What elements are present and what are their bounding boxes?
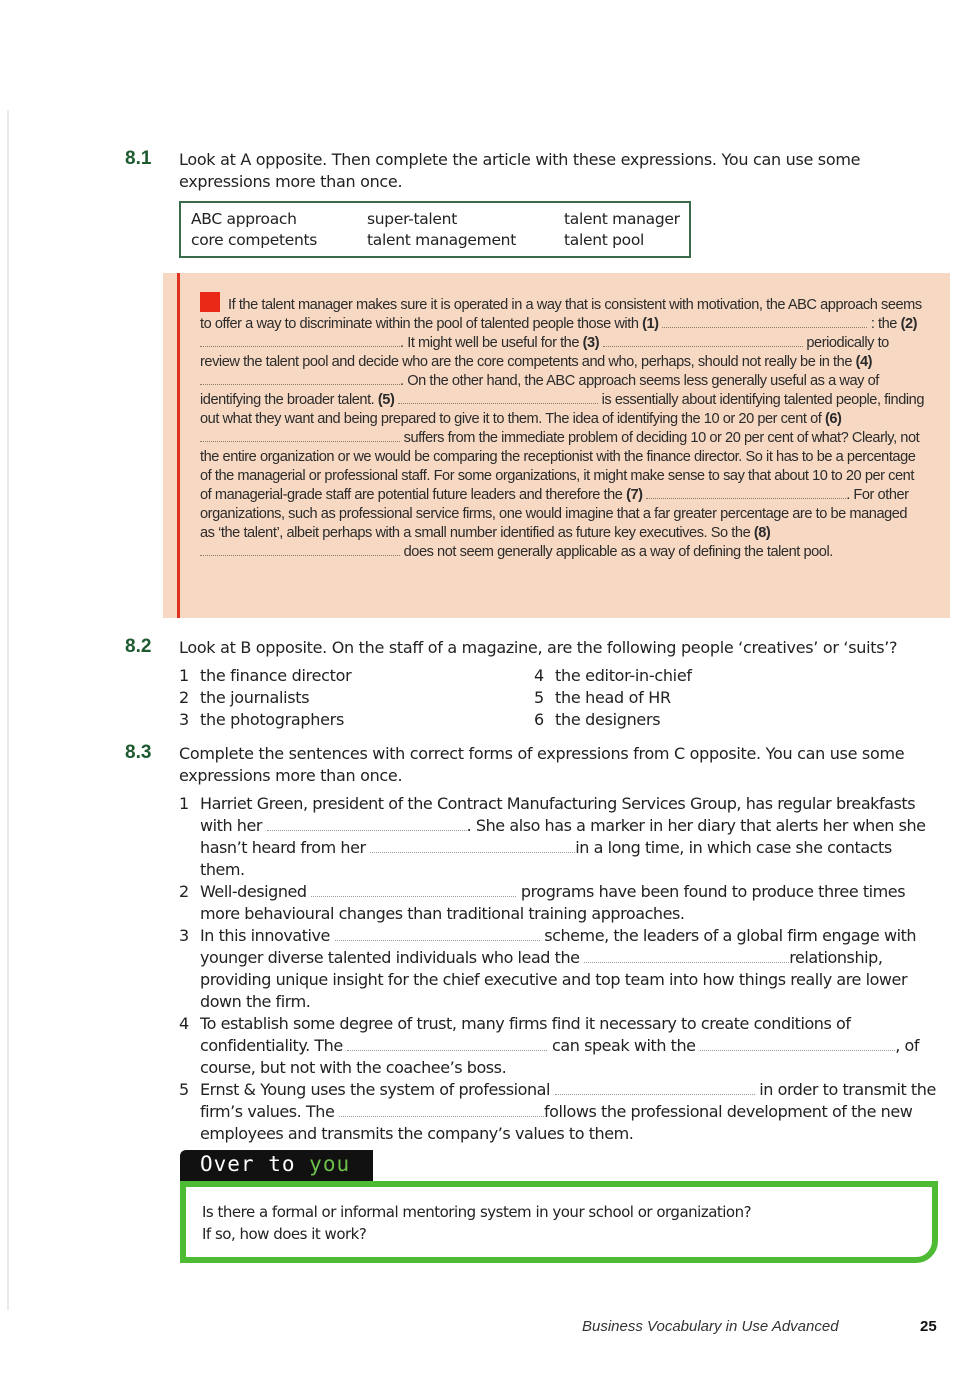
red-square-marker-icon xyxy=(200,292,220,312)
list-item: 2 the journalists xyxy=(179,688,310,707)
sentence-blank[interactable] xyxy=(267,819,467,831)
gap-label-4: (4) xyxy=(855,354,873,370)
sentence-blank[interactable] xyxy=(339,1105,544,1117)
list-item: 3 the photographers xyxy=(179,710,344,729)
word-box-item: talent manager xyxy=(564,210,680,228)
word-box-item: super-talent xyxy=(367,210,457,228)
exercise-8-1-number: 8.1 xyxy=(125,148,152,169)
gap-blank-6[interactable] xyxy=(200,431,400,442)
sentence-item-5: 5 Ernst & Young uses the system of professional in order to transmit the firm’s values. The follows the professional development of the new employees and transmits the company’s values to them. xyxy=(179,1080,936,1143)
gap-blank-1[interactable] xyxy=(662,317,867,328)
exercise-8-3-instruction: Complete the sentences with correct forms of expressions from C opposite. You can use some expressions more than once. xyxy=(179,744,905,785)
word-box-item: ABC approach xyxy=(191,210,297,228)
gap-blank-4[interactable] xyxy=(200,374,400,385)
sentence-blank[interactable] xyxy=(555,1083,755,1095)
sentence-item-4: 4 To establish some degree of trust, many firms find it necessary to create conditions of confidentiality. The can speak with the , of course, but not with the coachee’s boss. xyxy=(179,1014,919,1077)
word-box-item: core competents xyxy=(191,231,318,249)
gap-label-2: (2) xyxy=(900,316,918,332)
page-number: 25 xyxy=(920,1318,937,1335)
over-to-you-title: Over to you xyxy=(200,1152,351,1176)
article-red-rule xyxy=(177,273,180,618)
over-to-you-question: Is there a formal or informal mentoring system in your school or organization? If so, how does it work? xyxy=(202,1203,752,1243)
exercise-8-3-number: 8.3 xyxy=(125,742,152,763)
word-box-item: talent pool xyxy=(564,231,645,249)
gap-blank-5[interactable] xyxy=(398,393,598,404)
expression-word-box xyxy=(179,201,691,258)
sentence-blank[interactable] xyxy=(335,929,540,941)
sentence-blank[interactable] xyxy=(584,951,789,963)
article-text: If the talent manager makes sure it is operated in a way that is consistent with motivation, the ABC approach seems to offer a way to discriminate within the pool of talented people those with (1) : the (2) . It might well be useful for the (3) periodically to review the talent pool and decide who are the core competents and who, perhaps, should not really be in the (4) . On the other hand, the ABC approach seems less generally useful as a way of identifying the broader talent. (5) is essentially about identifying talented people, finding out what they want and being prepared to give it to them. The idea of identifying the 10 or 20 per cent of (6) suffers from the immediate problem of deciding 10 or 20 per cent of what? Clearly, not the entire organization or we would be comparing the receptionist with the finance director. So it has to be a percentage of the managerial or professional staff. For some organizations, it might make sense to say that about 10 to 20 per cent of managerial-grade staff are potential future leaders and therefore the (7) . For other organizations, such as professional service firms, one would imagine that a far greater percentage are to be managed as ‘the talent’, albeit perhaps with a small number identified as future key executives. So the (8) does not seem generally applicable as a way of defining the talent pool. xyxy=(200,292,925,562)
list-item: 4 the editor-in-chief xyxy=(534,666,692,685)
sentence-item-1: 1 Harriet Green, president of the Contract Manufacturing Services Group, has regular breakfasts with her . She also has a marker in her diary that alerts her when she hasn’t heard from her in a long time, in which case she contacts them. xyxy=(179,794,926,879)
list-item: 5 the head of HR xyxy=(534,688,671,707)
sentence-blank[interactable] xyxy=(311,885,516,897)
over-to-you-box xyxy=(180,1181,938,1263)
exercise-8-2-number: 8.2 xyxy=(125,636,152,657)
sentence-item-3: 3 In this innovative scheme, the leaders of a global firm engage with younger diverse talented individuals who lead the relationship, providing unique insight for the chief executive and top team into how things really are lower down the firm. xyxy=(179,926,917,1011)
gap-label-6: (6) xyxy=(824,411,842,427)
gap-blank-2[interactable] xyxy=(200,336,400,347)
exercise-8-1-instruction: Look at A opposite. Then complete the article with these expressions. You can use some expressions more than once. xyxy=(179,150,861,191)
gap-label-3: (3) xyxy=(582,335,600,351)
gap-blank-8[interactable] xyxy=(200,545,400,556)
list-item: 1 the finance director xyxy=(179,666,352,685)
gap-label-7: (7) xyxy=(626,487,643,503)
page-edge-line xyxy=(7,110,9,1310)
gap-blank-7[interactable] xyxy=(646,488,846,499)
sentence-blank[interactable] xyxy=(700,1039,895,1051)
gap-blank-3[interactable] xyxy=(603,336,803,347)
sentence-blank[interactable] xyxy=(370,841,575,853)
exercise-8-2-list xyxy=(179,665,879,731)
gap-label-1: (1) xyxy=(642,316,659,332)
sentence-blank[interactable] xyxy=(347,1039,547,1051)
article-panel xyxy=(163,273,950,618)
sentence-item-2: 2 Well-designed programs have been found to produce three times more behavioural changes than traditional training approaches. xyxy=(179,882,906,923)
word-box-item: talent management xyxy=(367,231,516,249)
gap-label-8: (8) xyxy=(753,525,771,541)
exercise-8-2-instruction: Look at B opposite. On the staff of a magazine, are the following people ‘creatives’ or ‘suits’? xyxy=(179,638,898,657)
over-to-you-tab xyxy=(180,1150,373,1182)
gap-label-5: (5) xyxy=(377,392,395,408)
list-item: 6 the designers xyxy=(534,710,661,729)
footer-book-title: Business Vocabulary in Use Advanced xyxy=(582,1318,839,1335)
exercise-8-3-list xyxy=(179,793,939,1145)
